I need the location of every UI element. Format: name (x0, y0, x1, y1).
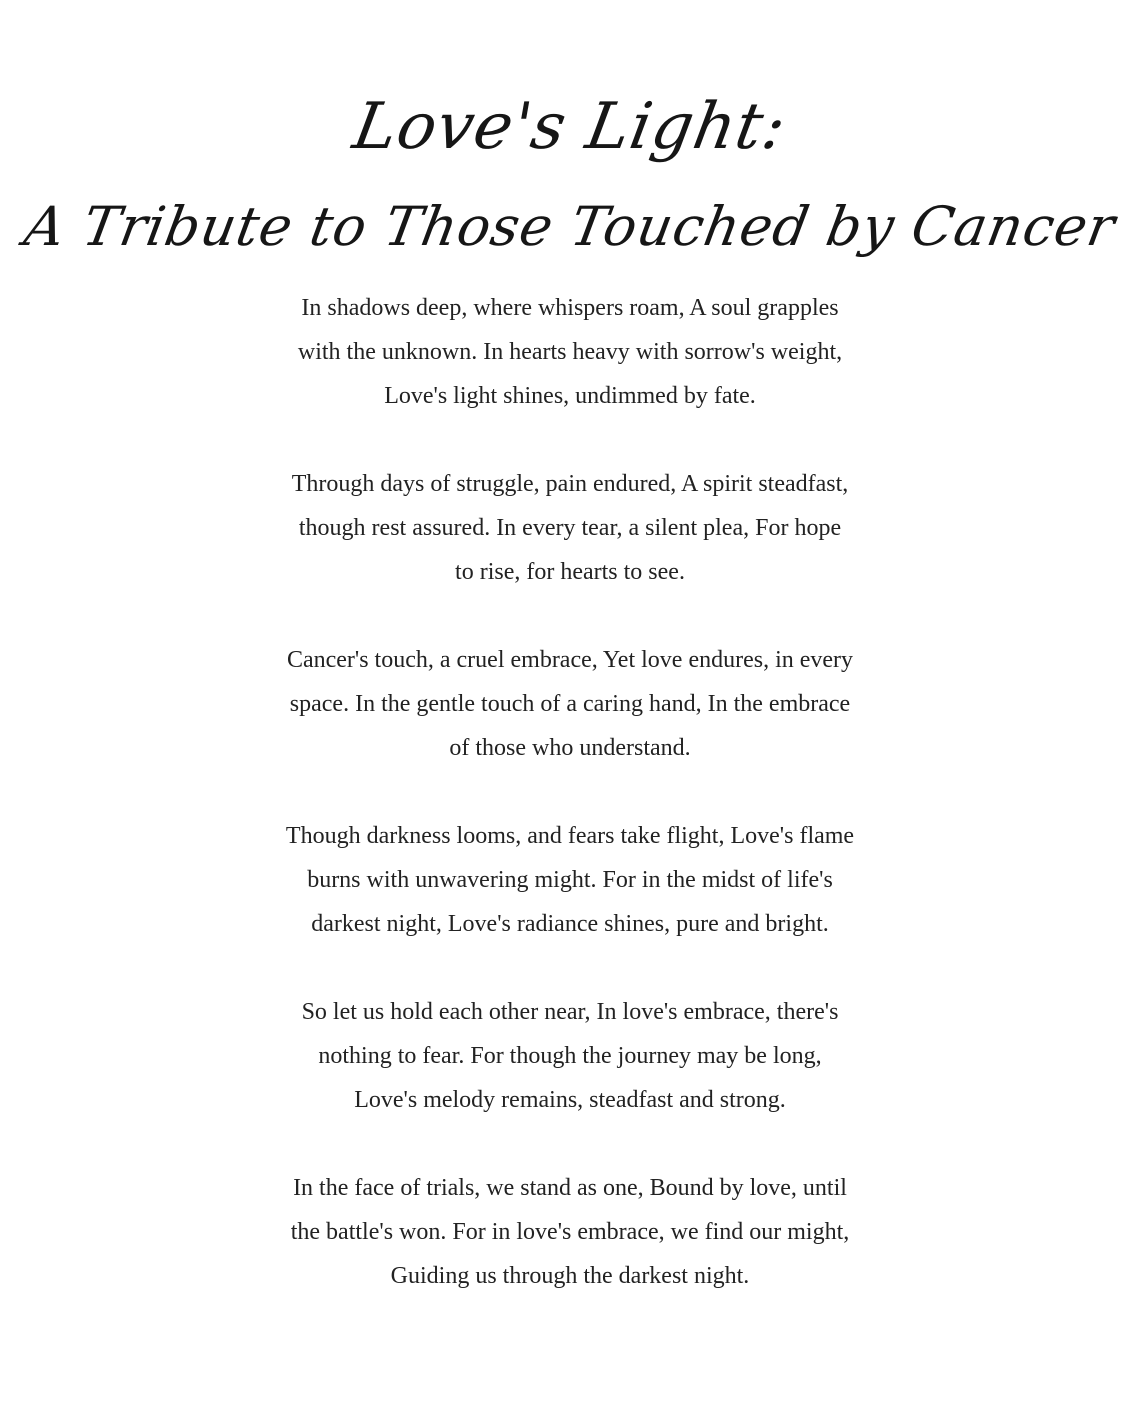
stanza-5: So let us hold each other near, In love's embrace, there's nothing to fear. For though the journey may be long, Love's melody remains, steadfast and strong. (301, 999, 839, 1113)
stanza-2: Through days of struggle, pain endured, A spirit steadfast, though rest assured. In every tear, a silent plea, For hope to rise, for hearts to see. (291, 471, 849, 585)
title-line-1: Love's Light: (347, 90, 793, 164)
poem-body (250, 286, 890, 1342)
stanza-1: In shadows deep, where whispers roam, A soul grapples with the unknown. In hearts heavy with sorrow's weight, Love's light shines, undimmed by fate. (297, 295, 843, 409)
stanza-4: Though darkness looms, and fears take flight, Love's flame burns with unwavering might. For in the midst of life's darkest night, Love's radiance shines, pure and bright. (285, 823, 855, 937)
stanza-6: In the face of trials, we stand as one, Bound by love, until the battle's won. For in love's embrace, we find our might, Guiding us through the darkest night. (290, 1175, 850, 1289)
stanza-3: Cancer's touch, a cruel embrace, Yet love endures, in every space. In the gentle touch of a caring hand, In the embrace of those who understand. (286, 647, 854, 761)
title-line-2: A Tribute to Those Touched by Cancer (19, 195, 1121, 258)
